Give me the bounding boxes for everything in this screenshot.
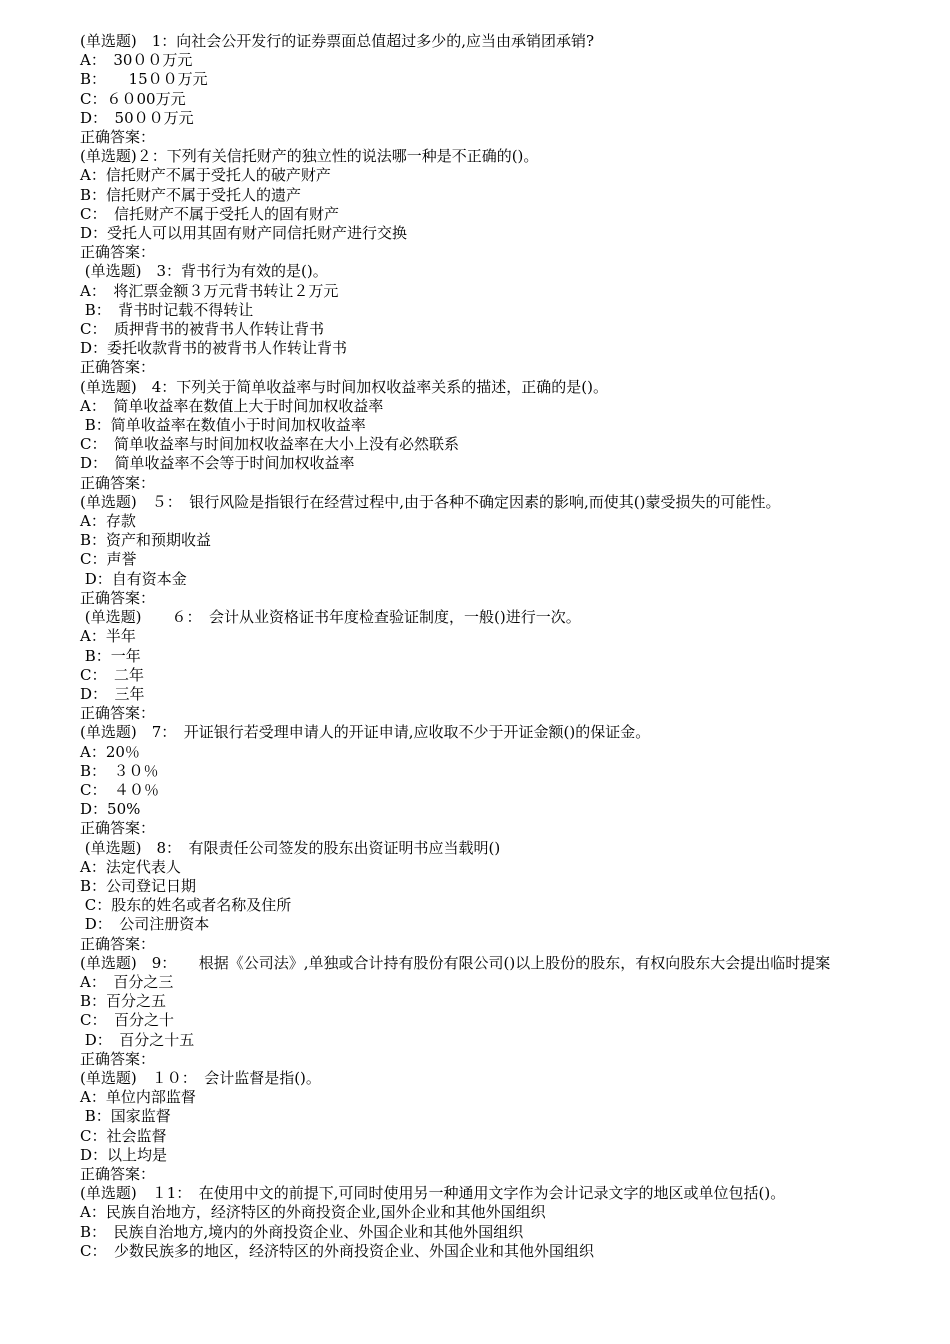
answer-label: 正确答案： — [80, 704, 156, 723]
option-c: C： 质押背书的被背书人作转让背书 — [80, 320, 324, 339]
option-b: B：百分之五 — [80, 992, 167, 1011]
question-stem: (单选题) 1：向社会公开发行的证券票面总值超过多少的,应当由承销团承销? — [80, 32, 595, 50]
answer-label: 正确答案： — [80, 1049, 156, 1068]
question-1 — [80, 32, 870, 147]
question-stem: (单选题) 3：背书行为有效的是()。 — [80, 262, 328, 281]
option-a: A：单位内部监督 — [80, 1088, 196, 1107]
option-b: B：资产和预期收益 — [80, 531, 212, 550]
question-5 — [80, 493, 870, 608]
option-c: C： ４０％ — [80, 780, 159, 799]
answer-label: 正确答案： — [80, 588, 156, 607]
option-b: B： ３０％ — [80, 761, 159, 780]
option-a: A： 百分之三 — [80, 972, 174, 991]
option-d: D：自有资本金 — [80, 569, 187, 588]
question-9 — [80, 954, 870, 1069]
option-b: B： 背书时记载不得转让 — [80, 300, 254, 319]
option-d: D： 公司注册资本 — [80, 915, 210, 934]
option-a: A：存款 — [80, 512, 136, 531]
option-a: A：20％ — [80, 742, 140, 761]
option-b: B：国家监督 — [80, 1107, 171, 1126]
question-11 — [80, 1184, 870, 1261]
option-a: A： 简单收益率在数值上大于时间加权收益率 — [80, 396, 384, 415]
question-stem: (单选题) １０： 会计监督是指()。 — [80, 1068, 321, 1087]
option-d: D： 简单收益率不会等于时间加权收益率 — [80, 454, 355, 473]
question-stem: (单选题) ６： 会计从业资格证书年度检查验证制度，一般()进行一次。 — [80, 608, 581, 627]
question-10 — [80, 1069, 870, 1184]
question-stem: (单选题)２：下列有关信托财产的独立性的说法哪一种是不正确的()。 — [80, 147, 539, 166]
option-a: A：半年 — [80, 627, 136, 646]
option-c: C：６０00万元 — [80, 89, 186, 108]
option-b: B：简单收益率在数值小于时间加权收益率 — [80, 416, 366, 435]
option-d: D： 百分之十五 — [80, 1030, 195, 1049]
question-7 — [80, 723, 870, 838]
option-b: B：信托财产不属于受托人的遗产 — [80, 185, 302, 204]
answer-label: 正确答案： — [80, 819, 156, 838]
question-stem: (单选题) 7： 开证银行若受理申请人的开证申请,应收取不少于开证金额()的保证金。 — [80, 723, 651, 742]
option-a: A：法定代表人 — [80, 857, 181, 876]
answer-label: 正确答案： — [80, 128, 156, 147]
question-document — [80, 32, 870, 1261]
question-3 — [80, 262, 870, 377]
option-c: C： 百分之十 — [80, 1011, 174, 1030]
option-b: B：公司登记日期 — [80, 876, 197, 895]
question-stem: (单选题) ５： 银行风险是指银行在经营过程中,由于各种不确定因素的影响,而使其()蒙受损失的可能性。 — [80, 492, 781, 511]
question-2 — [80, 147, 870, 262]
question-stem: (单选题) 8： 有限责任公司签发的股东出资证明书应当载明() — [80, 838, 501, 857]
option-a: A： 将汇票金额３万元背书转让２万元 — [80, 281, 339, 300]
answer-label: 正确答案： — [80, 243, 156, 262]
option-c: C：社会监督 — [80, 1126, 167, 1145]
question-4 — [80, 378, 870, 493]
option-b: B：一年 — [80, 646, 141, 665]
question-stem: (单选题) 9： 根据《公司法》,单独或合计持有股份有限公司()以上股份的股东，有权向股东大会提出临时提案 — [80, 953, 831, 972]
answer-label: 正确答案： — [80, 358, 156, 377]
option-c: C： 简单收益率与时间加权收益率在大小上没有必然联系 — [80, 435, 459, 454]
answer-label: 正确答案： — [80, 473, 156, 492]
option-a: A：民族自治地方，经济特区的外商投资企业,国外企业和其他外国组织 — [80, 1203, 546, 1222]
option-c: C： 信托财产不属于受托人的固有财产 — [80, 204, 339, 223]
option-d: D：委托收款背书的被背书人作转让背书 — [80, 339, 348, 358]
option-c: C： 少数民族多的地区，经济特区的外商投资企业、外国企业和其他外国组织 — [80, 1241, 594, 1260]
option-b: B： 民族自治地方,境内的外商投资企业、外国企业和其他外国组织 — [80, 1222, 524, 1241]
question-6 — [80, 608, 870, 723]
question-8 — [80, 839, 870, 954]
answer-label: 正确答案： — [80, 934, 156, 953]
option-b: B： 15００万元 — [80, 70, 208, 89]
option-c: C：声誉 — [80, 550, 137, 569]
option-a: A： 30００万元 — [80, 51, 193, 70]
option-c: C：股东的姓名或者名称及住所 — [80, 896, 292, 915]
option-d: D： 三年 — [80, 684, 145, 703]
option-d: D： 50００万元 — [80, 108, 194, 127]
option-c: C： 二年 — [80, 665, 144, 684]
question-stem: (单选题) １1： 在使用中文的前提下,可同时使用另一种通用文字作为会计记录文字的地区或单位包括()。 — [80, 1184, 786, 1203]
option-d: D：50% — [80, 800, 141, 819]
option-d: D：以上均是 — [80, 1145, 168, 1164]
question-stem: (单选题) 4：下列关于简单收益率与时间加权收益率关系的描述，正确的是()。 — [80, 377, 608, 396]
option-d: D：受托人可以用其固有财产同信托财产进行交换 — [80, 224, 408, 243]
option-a: A：信托财产不属于受托人的破产财产 — [80, 166, 331, 185]
answer-label: 正确答案： — [80, 1164, 156, 1183]
